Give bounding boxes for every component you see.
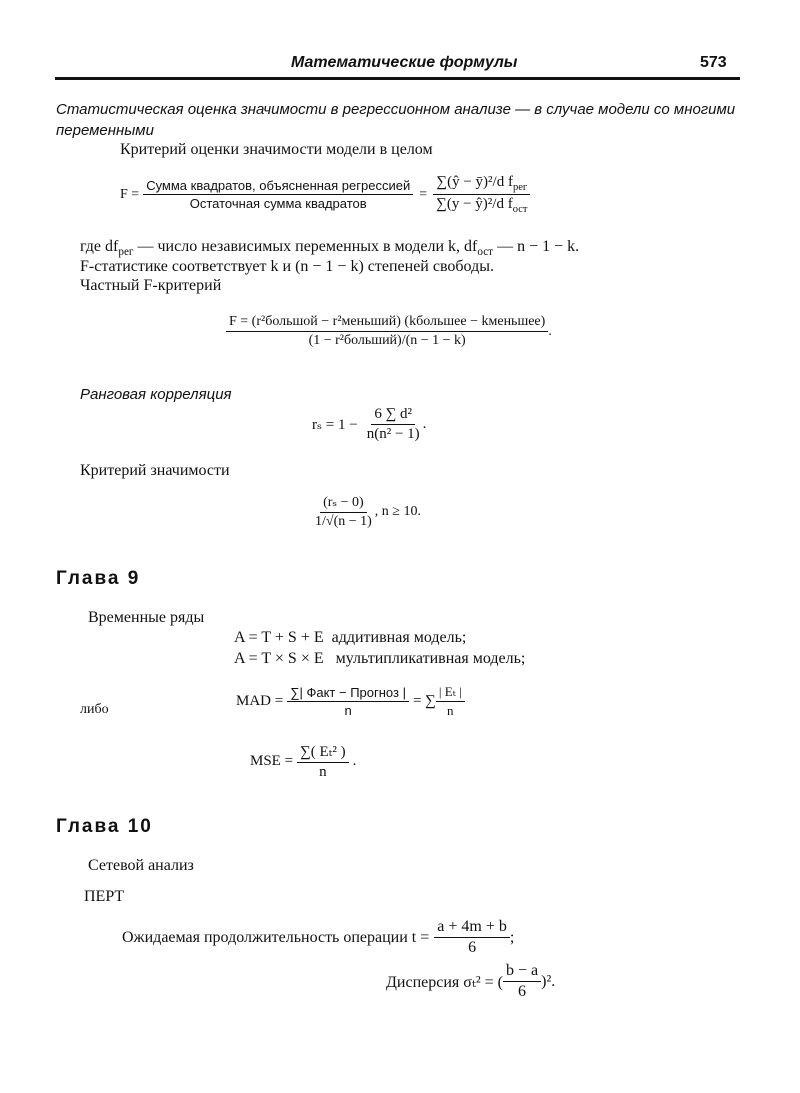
crit-numerator: (rₛ − 0): [320, 494, 367, 513]
crit-denominator: 1/√(n − 1): [315, 514, 372, 529]
additive-model-line: [234, 629, 466, 647]
rank-correlation-formula: [312, 406, 426, 443]
page-number: 573: [700, 54, 727, 71]
mad-denominator: n: [344, 703, 352, 718]
expected-duration-fraction: [434, 918, 510, 957]
additive-text: аддитивная модель;: [331, 629, 467, 646]
mad-numerator: ∑| Факт − Прогноз |: [287, 685, 409, 702]
f-denominator-words: Остаточная сумма квадратов: [189, 196, 367, 211]
variance-end: )².: [541, 972, 556, 990]
crit-fraction: [312, 494, 375, 530]
f-lhs: F =: [120, 186, 140, 202]
df-note: где $df_{рег}$ — число независимых переменных в модели k, $df_{ост}$ — n − 1 − k.: [80, 238, 580, 259]
additive-formula: A = T + S + E: [234, 629, 324, 646]
df-degrees-note: F-статистике соответствует k и (n − 1 − k) степеней свободы.: [80, 258, 494, 275]
multiplicative-model-line: [234, 650, 525, 668]
section-title-regression: Статистическая оценка значимости в регрессионном анализе — в случае модели со многими переменными: [56, 101, 736, 139]
expected-duration-end: ;: [509, 928, 515, 946]
mse-numerator: ∑( Eₜ² ): [297, 742, 349, 763]
f-numerator-words: Сумма квадратов, объясненная регрессией: [143, 178, 413, 195]
f-statistic-formula: [120, 174, 530, 215]
f-fraction-symbols: [433, 174, 530, 215]
mse-denominator: n: [319, 764, 327, 780]
criterion-text: Критерий оценки значимости модели в целом: [120, 141, 433, 158]
partial-f-numerator: F = (r²большой − r²меньший) (kбольшее − kменьшее): [226, 314, 548, 332]
f-den-sub: ост: [512, 204, 528, 215]
pert-label: ПЕРТ: [84, 888, 125, 905]
partial-f-denominator: (1 − r²больший)/(n − 1 − k): [308, 333, 466, 348]
significance-formula: [312, 494, 421, 530]
mad-eq: = ∑: [412, 693, 436, 709]
mse-lhs: MSE =: [250, 753, 294, 769]
rs-end: .: [422, 416, 427, 432]
expected-duration-numerator: a + 4m + b: [434, 918, 510, 938]
variance-denominator: 6: [518, 983, 527, 1000]
chapter-10-heading: Глава 10: [56, 816, 153, 837]
partial-f-label: Частный F-критерий: [80, 277, 222, 294]
header-rule: [55, 77, 740, 80]
f-fraction-words: [143, 178, 413, 211]
partial-f-fraction: [226, 314, 548, 349]
mad-denominator-2: n: [447, 703, 454, 718]
f-numerator-symbols: ∑(ŷ − ȳ)²/d f: [436, 174, 513, 190]
time-series-label: Временные ряды: [88, 609, 205, 626]
significance-criterion-label: Критерий значимости: [80, 462, 230, 479]
running-title: Математические формулы: [291, 54, 518, 71]
mse-end: .: [352, 753, 357, 769]
mad-numerator-2: | Eₜ |: [436, 684, 465, 702]
expected-duration-text: Ожидаемая продолжительность операции t =: [122, 928, 430, 946]
chapter-9-heading: Глава 9: [56, 568, 141, 589]
partial-f-end: .: [548, 323, 552, 339]
mad-formula: [236, 684, 465, 719]
mse-formula: [250, 742, 356, 781]
mad-fraction-2: [436, 684, 465, 719]
mad-lhs: MAD =: [236, 693, 284, 709]
f-equals: =: [419, 186, 428, 202]
network-analysis-label: Сетевой анализ: [88, 857, 194, 874]
rs-lhs: rₛ = 1 −: [312, 417, 358, 433]
expected-duration-denominator: 6: [468, 939, 477, 956]
f-num-sub: рег: [512, 182, 528, 193]
rank-correlation-title: Ранговая корреляция: [80, 386, 232, 403]
variance-numerator: b − a: [503, 962, 541, 982]
mad-fraction-1: [287, 685, 409, 718]
multiplicative-text: мультипликативная модель;: [335, 650, 526, 667]
rs-fraction: [364, 406, 423, 443]
expected-duration-formula: [122, 918, 514, 957]
multiplicative-formula: A = T × S × E: [234, 650, 324, 667]
variance-formula: [386, 962, 555, 1001]
crit-condition: , n ≥ 10.: [374, 504, 421, 519]
mse-fraction: [297, 742, 349, 781]
rs-denominator: n(n² − 1): [366, 426, 420, 442]
partial-f-formula: [226, 314, 552, 349]
variance-text: Дисперсия σₜ² = (: [386, 973, 503, 991]
f-denominator-symbols: ∑(y − ŷ)²/d f: [436, 196, 513, 212]
either-label: либо: [80, 702, 109, 717]
variance-fraction: [503, 962, 541, 1001]
rs-numerator: 6 ∑ d²: [371, 406, 415, 425]
